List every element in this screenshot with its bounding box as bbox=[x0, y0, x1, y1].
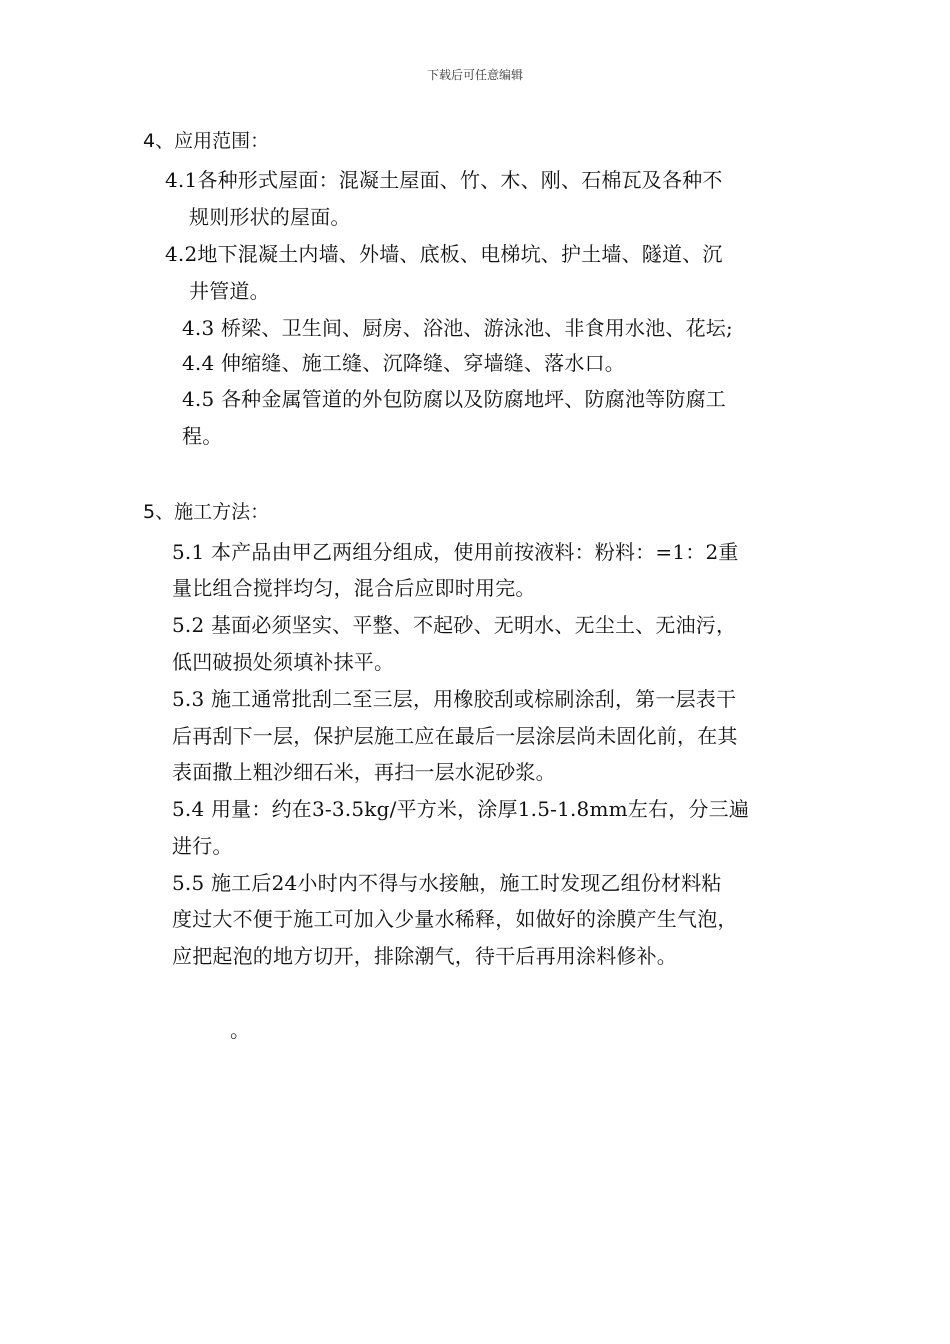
section-5-line: 后再刮下一层，保护层施工应在最后一层涂层尚未固化前，在其 bbox=[172, 724, 738, 748]
section-5-line: 低凹破损处须填补抹平。 bbox=[172, 650, 395, 674]
section-5-line: 5.4 用量：约在3-3.5kg/平方米，涂厚1.5-1.8mm左右，分三遍 bbox=[172, 797, 750, 821]
section-4-line: 井管道。 bbox=[189, 279, 270, 303]
section-4-line: 4.5 各种金属管道的外包防腐以及防腐地坪、防腐池等防腐工 bbox=[182, 387, 726, 411]
section-5-line: 应把起泡的地方切开，排除潮气，待干后再用涂料修补。 bbox=[172, 944, 677, 968]
header-note: 下载后可任意编辑 bbox=[426, 68, 523, 82]
section-5-line: 5.5 施工后24小时内不得与水接触，施工时发现乙组份材料粘 bbox=[172, 871, 722, 895]
section-5-line: 5.3 施工通常批刮二至三层，用橡胶刮或棕刷涂刮，第一层表干 bbox=[172, 687, 737, 711]
section-5-heading: 5、施工方法： bbox=[143, 501, 270, 523]
section-5-line: 量比组合搅拌均匀，混合后应即时用完。 bbox=[172, 576, 536, 600]
section-5-line: 进行。 bbox=[172, 834, 233, 858]
section-4-line: 4.3 桥梁、卫生间、厨房、浴池、游泳池、非食用水池、花坛; bbox=[182, 316, 733, 340]
section-5-line: 度过大不便于施工可加入少量水稀释，如做好的涂膜产生气泡， bbox=[172, 907, 738, 931]
section-4-line: 4.2地下混凝土内墙、外墙、底板、电梯坑、护土墙、隧道、沉 bbox=[165, 242, 723, 266]
trailing-period: 。 bbox=[230, 1018, 251, 1042]
section-4-line: 程。 bbox=[182, 424, 223, 448]
section-5-line: 5.1 本产品由甲乙两组分组成，使用前按液料：粉料：=1：2重 bbox=[172, 540, 739, 564]
section-4-heading: 4、应用范围： bbox=[143, 130, 270, 152]
section-5-line: 5.2 基面必须坚实、平整、不起砂、无明水、无尘土、无油污， bbox=[172, 613, 737, 637]
section-5-line: 表面撒上粗沙细石米，再扫一层水泥砂浆。 bbox=[172, 760, 556, 784]
section-4-line: 规则形状的屋面。 bbox=[189, 205, 351, 229]
section-4-line: 4.1各种形式屋面：混凝土屋面、竹、木、刚、石棉瓦及各种不 bbox=[165, 168, 723, 192]
section-4-line: 4.4 伸缩缝、施工缝、沉降缝、穿墙缝、落水口。 bbox=[182, 351, 625, 375]
